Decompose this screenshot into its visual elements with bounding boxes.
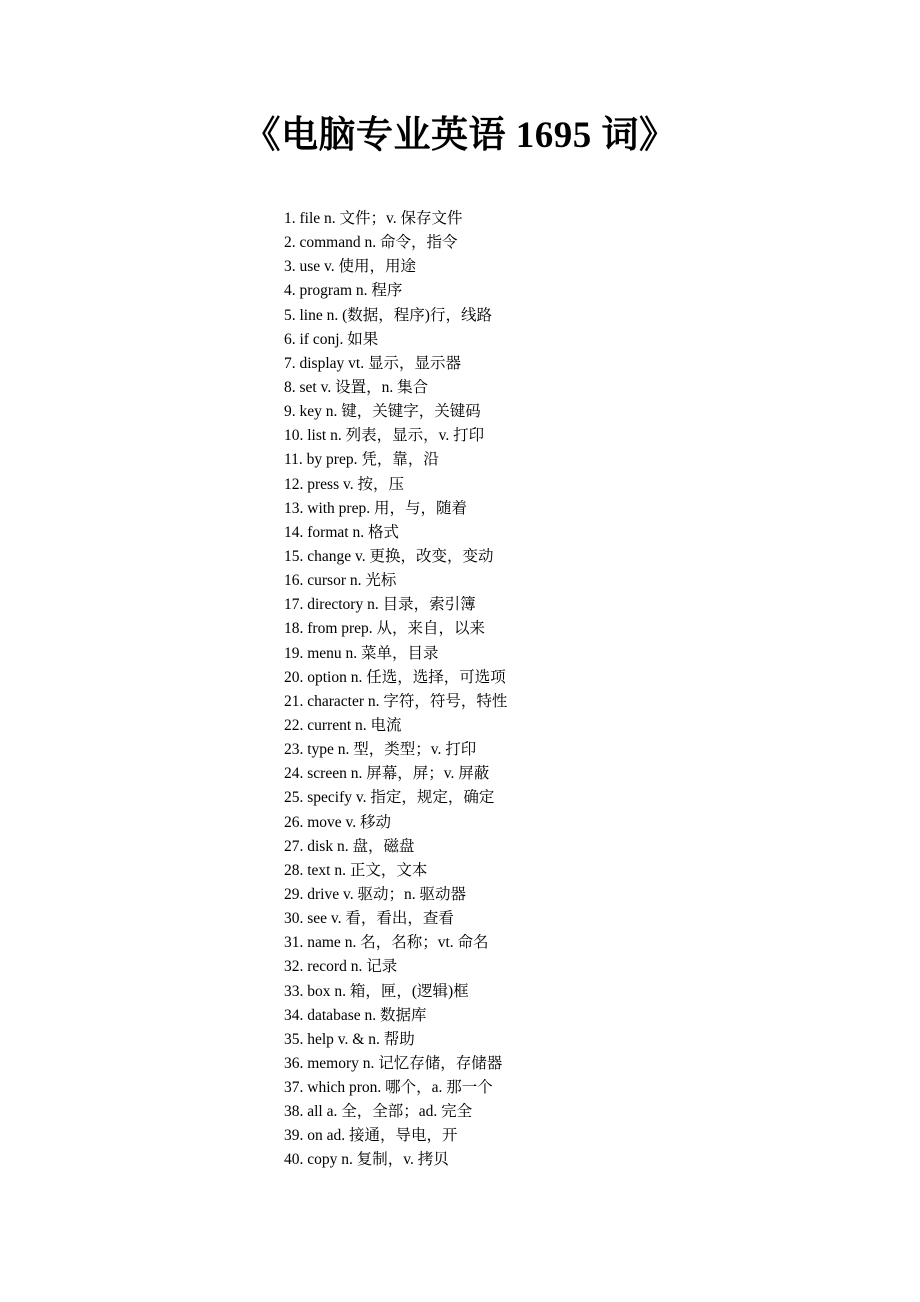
- vocabulary-entry: 4. program n. 程序: [284, 282, 403, 300]
- vocabulary-entry: 24. screen n. 屏幕，屏；v. 屏蔽: [284, 765, 490, 783]
- vocabulary-entry: 20. option n. 任选，选择，可选项: [284, 668, 506, 686]
- vocabulary-entry: 8. set v. 设置，n. 集合: [284, 378, 429, 396]
- vocabulary-entry: 26. move v. 移动: [284, 813, 392, 831]
- vocabulary-list: [284, 207, 507, 1173]
- vocabulary-entry: 28. text n. 正文，文本: [284, 861, 428, 879]
- vocabulary-entry: 5. line n. (数据，程序)行，线路: [284, 306, 492, 324]
- vocabulary-entry: 40. copy n. 复制，v. 拷贝: [284, 1151, 449, 1169]
- vocabulary-entry: 25. specify v. 指定，规定，确定: [284, 789, 495, 807]
- vocabulary-entry: 29. drive v. 驱动；n. 驱动器: [284, 885, 466, 903]
- vocabulary-entry: 16. cursor n. 光标: [284, 572, 397, 590]
- vocabulary-entry: 2. command n. 命令，指令: [284, 234, 458, 252]
- vocabulary-entry: 30. see v. 看，看出，查看: [284, 910, 454, 928]
- vocabulary-entry: 23. type n. 型，类型；v. 打印: [284, 741, 477, 759]
- vocabulary-entry: 37. which pron. 哪个，a. 那一个: [284, 1079, 493, 1097]
- vocabulary-entry: 15. change v. 更换，改变，变动: [284, 547, 494, 565]
- vocabulary-entry: 10. list n. 列表，显示，v. 打印: [284, 427, 485, 445]
- vocabulary-entry: 36. memory n. 记忆存储，存储器: [284, 1054, 503, 1072]
- vocabulary-entry: 27. disk n. 盘，磁盘: [284, 837, 415, 855]
- document-title: 《电脑专业英语 1695 词》: [243, 115, 677, 156]
- vocabulary-entry: 14. format n. 格式: [284, 523, 399, 541]
- vocabulary-entry: 12. press v. 按，压: [284, 475, 404, 493]
- vocabulary-entry: 19. menu n. 菜单，目录: [284, 644, 439, 662]
- vocabulary-entry: 6. if conj. 如果: [284, 330, 379, 348]
- vocabulary-entry: 34. database n. 数据库: [284, 1006, 427, 1024]
- vocabulary-entry: 32. record n. 记录: [284, 958, 398, 976]
- vocabulary-entry: 3. use v. 使用，用途: [284, 258, 417, 276]
- vocabulary-entry: 18. from prep. 从，来自，以来: [284, 620, 486, 638]
- vocabulary-entry: 33. box n. 箱，匣，(逻辑)框: [284, 982, 469, 1000]
- vocabulary-entry: 21. character n. 字符，符号，特性: [284, 692, 508, 710]
- vocabulary-entry: 31. name n. 名，名称；vt. 命名: [284, 934, 489, 952]
- vocabulary-entry: 1. file n. 文件；v. 保存文件: [284, 210, 463, 227]
- vocabulary-entry: 17. directory n. 目录，索引簿: [284, 596, 476, 614]
- vocabulary-entry: 35. help v. & n. 帮助: [284, 1030, 415, 1048]
- vocabulary-entry: 9. key n. 键，关键字，关键码: [284, 403, 481, 421]
- vocabulary-entry: 7. display vt. 显示，显示器: [284, 354, 461, 372]
- vocabulary-entry: 22. current n. 电流: [284, 716, 402, 734]
- vocabulary-entry: 38. all a. 全，全部；ad. 完全: [284, 1103, 473, 1121]
- vocabulary-entry: 11. by prep. 凭，靠，沿: [284, 451, 439, 469]
- vocabulary-entry: 39. on ad. 接通，导电，开: [284, 1127, 458, 1145]
- vocabulary-entry: 13. with prep. 用，与，随着: [284, 499, 467, 517]
